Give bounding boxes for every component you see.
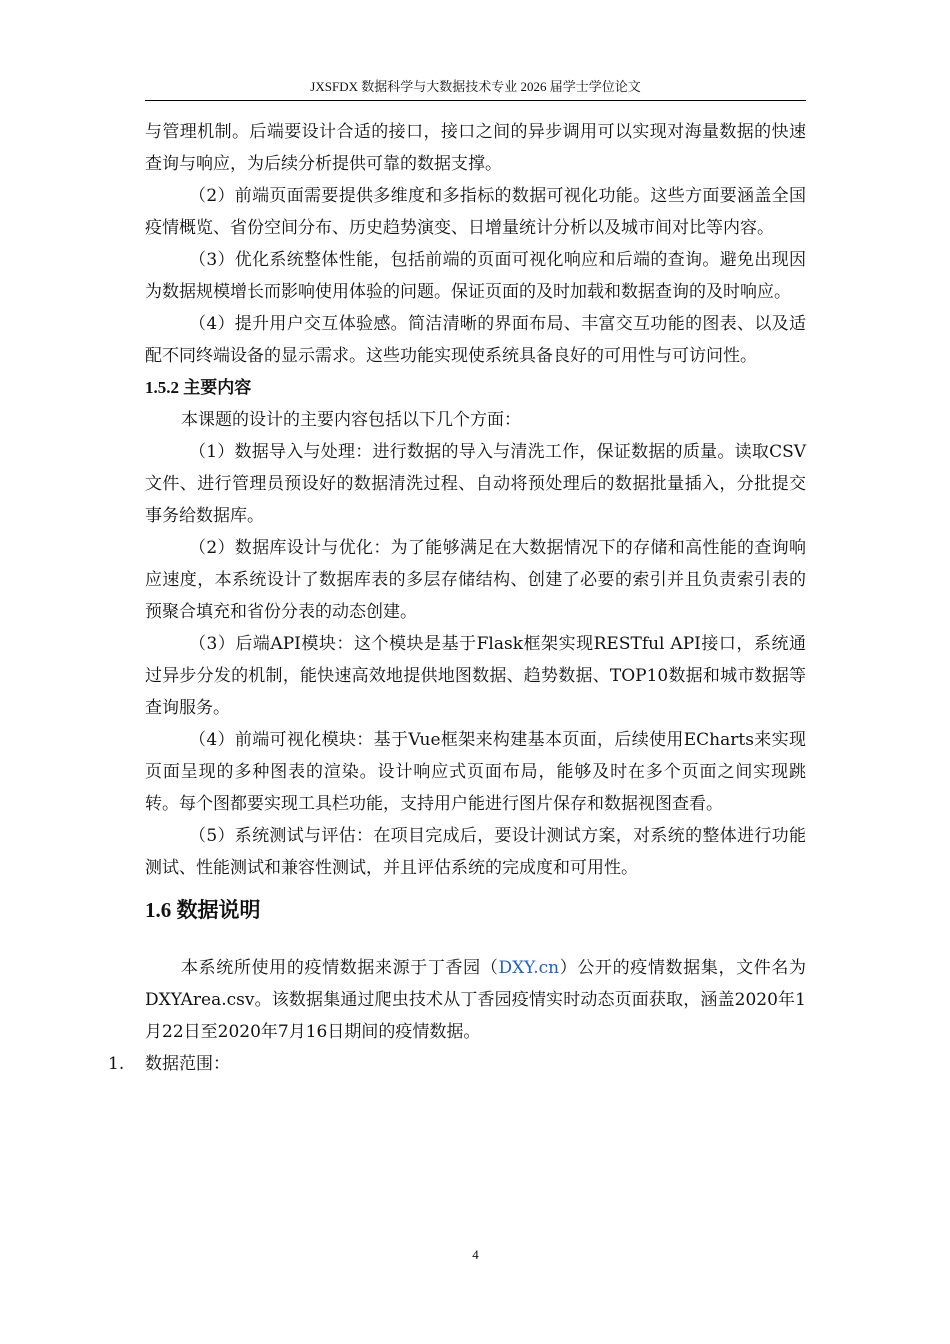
paragraph-text-before: 本系统所使用的疫情数据来源于丁香园（: [181, 958, 499, 978]
section-heading-1-5-2: 1.5.2 主要内容: [145, 378, 252, 397]
data-description-paragraph: [145, 952, 806, 1048]
paragraph: （3）优化系统整体性能，包括前端的页面可视化响应和后端的查询。避免出现因为数据规模增长而影响使用体验的问题。保证页面的及时加载和数据查询的及时响应。: [145, 250, 806, 302]
content-item: （5）系统测试与评估：在项目完成后，要设计测试方案，对系统的整体进行功能测试、性能测试和兼容性测试，并且评估系统的完成度和可用性。: [145, 826, 806, 878]
page-number: 4: [472, 1247, 479, 1262]
paragraph: （2）前端页面需要提供多维度和多指标的数据可视化功能。这些方面要涵盖全国疫情概览、省份空间分布、历史趋势演变、日增量统计分析以及城市间对比等内容。: [145, 186, 806, 238]
page-body: [108, 116, 807, 1080]
section-heading-1-6: 1.6 数据说明: [145, 898, 261, 922]
list-item: [108, 1048, 806, 1080]
header-rule: [145, 100, 806, 101]
content-item: （3）后端API模块：这个模块是基于Flask框架实现RESTful API接口，系统通过异步分发的机制，能快速高效地提供地图数据、趋势数据、TOP10数据和城市数据等查询服务。: [145, 634, 806, 718]
content-item: （4）前端可视化模块：基于Vue框架来构建基本页面，后续使用ECharts来实现页面呈现的多种图表的渲染。设计响应式页面布局，能够及时在多个页面之间实现跳转。每个图都要实现工具栏功能，支持用户能进行图片保存和数据视图查看。: [145, 730, 806, 814]
paragraph: 与管理机制。后端要设计合适的接口，接口之间的异步调用可以实现对海量数据的快速查询与响应，为后续分析提供可靠的数据支撑。: [145, 122, 806, 174]
section-intro: 本课题的设计的主要内容包括以下几个方面：: [181, 410, 521, 430]
running-header: JXSFDX 数据科学与大数据技术专业 2026 届学士学位论文: [310, 79, 641, 94]
dxy-link[interactable]: DXY.cn: [498, 958, 560, 978]
list-number: 1.: [108, 1054, 125, 1074]
content-item: （2）数据库设计与优化：为了能够满足在大数据情况下的存储和高性能的查询响应速度，本系统设计了数据库表的多层存储结构、创建了必要的索引并且负责索引表的预聚合填充和省份分表的动态创建。: [145, 538, 806, 622]
paragraph-text-after: ）公开的疫情数据集，文件名为DXYArea.csv。该数据集通过爬虫技术从丁香园疫情实时动态页面获取，涵盖2020年1月22日至2020年7月16日期间的疫情数据。: [145, 958, 807, 1042]
paragraph: （4）提升用户交互体验感。简洁清晰的界面布局、丰富交互功能的图表、以及适配不同终端设备的显示需求。这些功能实现使系统具备良好的可用性与可访问性。: [145, 314, 806, 366]
list-item-text: 数据范围：: [145, 1054, 230, 1074]
content-item: （1）数据导入与处理：进行数据的导入与清洗工作，保证数据的质量。读取CSV文件、进行管理员预设好的数据清洗过程、自动将预处理后的数据批量插入，分批提交事务给数据库。: [145, 442, 806, 526]
